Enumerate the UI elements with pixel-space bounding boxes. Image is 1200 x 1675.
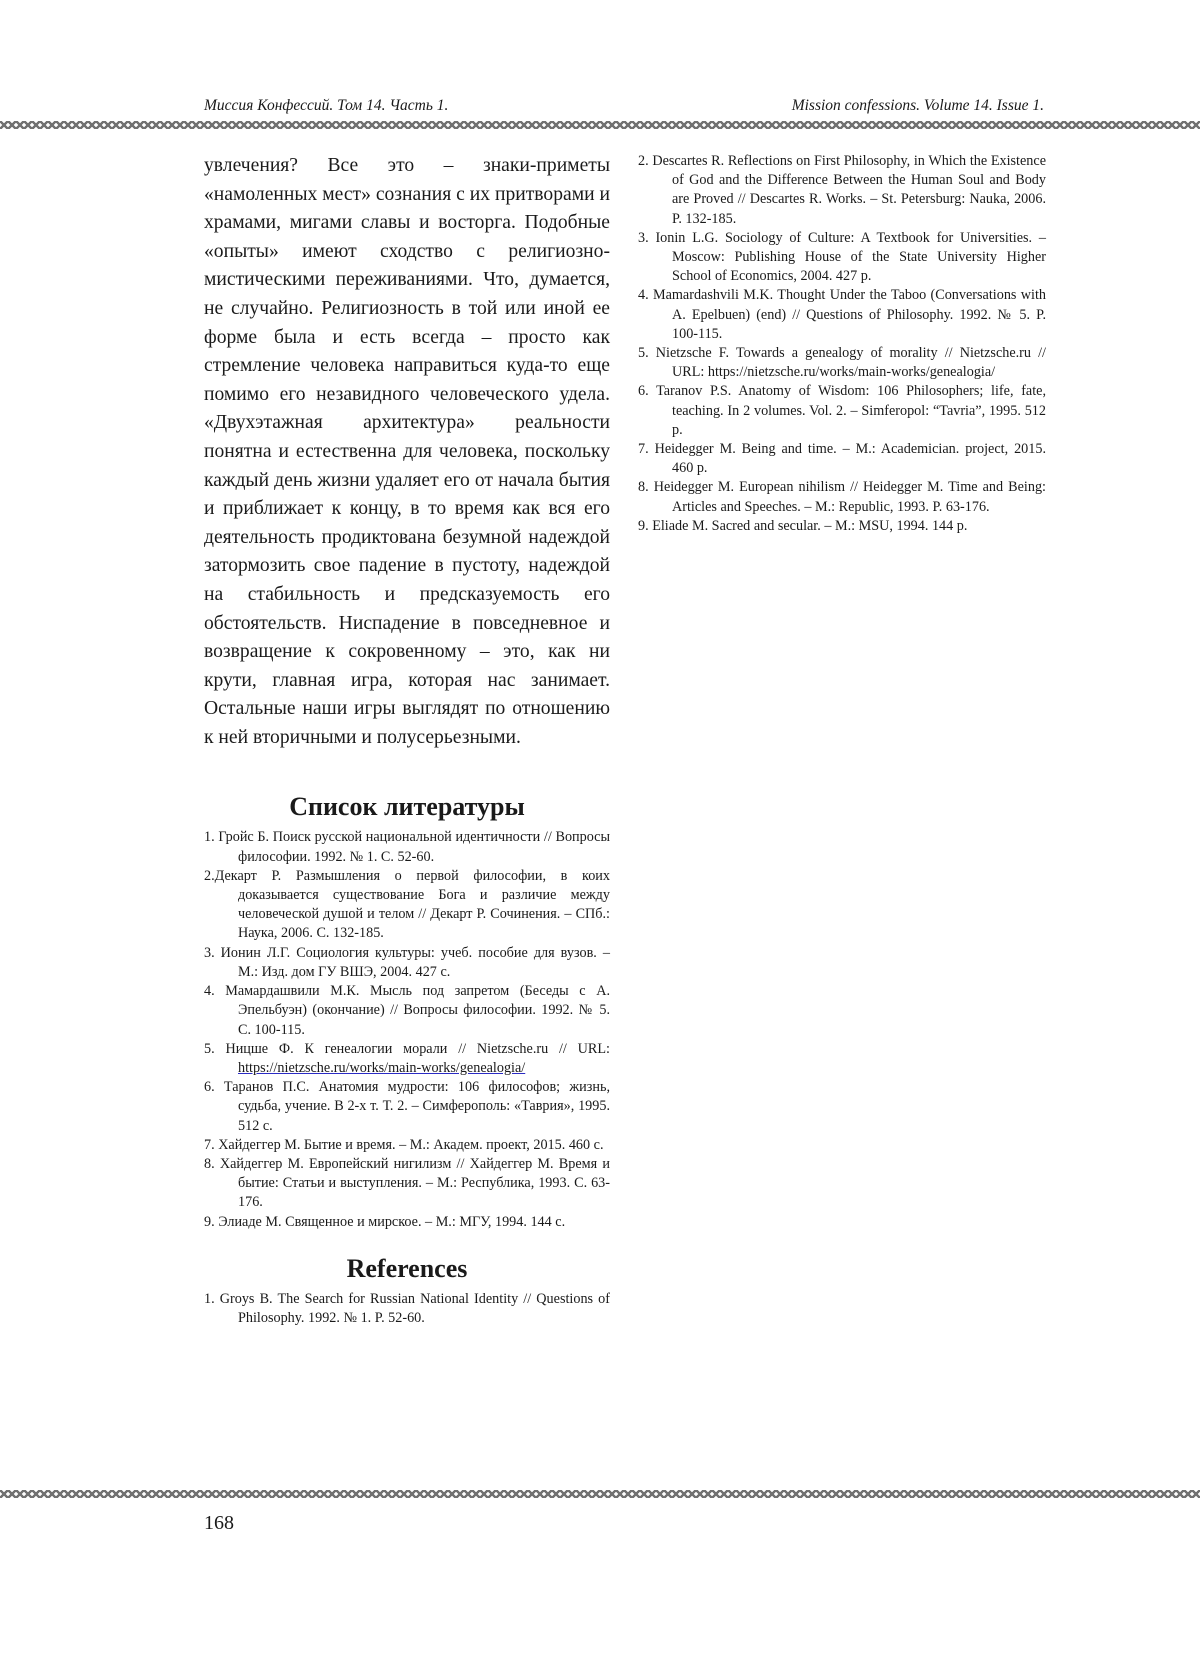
references-ru-list <box>204 828 610 1231</box>
left-column <box>204 152 610 1328</box>
reference-item: 1. Groys B. The Search for Russian National Identity // Questions of Philosophy. 1992. № 1. P. 52-60. <box>204 1290 610 1326</box>
references-en-list-right <box>638 152 1046 536</box>
reference-item: 4. Mamardashvili M.K. Thought Under the Taboo (Conversations with A. Epelbuen) (end) // Questions of Philosophy. 1992. № 5. P. 100-115. <box>638 287 1046 342</box>
page-number: 168 <box>204 1512 234 1534</box>
reference-item: 9. Элиаде М. Священное и мирское. – М.: МГУ, 1994. 144 с. <box>204 1213 566 1230</box>
reference-item: 3. Ionin L.G. Sociology of Culture: A Textbook for Universities. – Moscow: Publishing House of the State University Higher School of Economics, 2004. 427 p. <box>638 229 1046 285</box>
header-ornament-divider <box>0 121 1200 129</box>
right-column <box>638 152 1046 536</box>
reference-item <box>204 1040 610 1078</box>
reference-item: 8. Хайдеггер М. Европейский нигилизм // Хайдеггер М. Время и бытие: Статьи и выступления. – М.: Республика, 1993. С. 63-176. <box>204 1155 610 1211</box>
journal-title-en: Mission confessions. Volume 14. Issue 1. <box>791 97 1044 114</box>
nietzsche-link[interactable]: https://nietzsche.ru/works/main-works/genealogia/ <box>238 1059 526 1076</box>
reference-item: 5. Nietzsche F. Towards a genealogy of morality // Nietzsche.ru // URL: https://nietzsche.ru/works/main-works/genealogia/ <box>638 345 1046 381</box>
reference-item: 3. Ионин Л.Г. Социология культуры: учеб. пособие для вузов. – М.: Изд. дом ГУ ВШЭ, 2004. 427 с. <box>204 944 610 980</box>
body-paragraph: увлечения? Все это – знаки-приметы «намоленных мест» сознания с их притворами и храмами, мигами славы и восторга. Подобные «опыты» имеют сходство с религиозно-мистическими переживаниями. Что, думается, не случайно. Религиозность в той или иной ее форме была и есть всегда – просто как стремление человека направиться куда-то еще помимо его незавидного человеческого удела. «Двухэтажная архитектура» реальности понятна и естественна для человека, поскольку каждый день жизни удаляет его от начала бытия и приближает к концу, в то время как вся его деятельность продиктована безумной надеждой затормозить свое падение в пустоту, надеждой на стабильность и предсказуемость его обстоятельств. Ниспадение в повседневное и возвращение к сокровенному – это, как ни крути, главная игра, которая нас занимает. Остальные наши игры выглядят по отношению к ней вторичными и полусерьезными. <box>204 155 610 748</box>
references-en-heading: References <box>346 1253 468 1283</box>
reference-item: 9. Eliade M. Sacred and secular. – M.: MSU, 1994. 144 p. <box>638 517 968 534</box>
reference-text: 5. Ницше Ф. К генеалогии морали // Nietzsche.ru // URL: <box>204 1040 610 1057</box>
journal-title-ru: Миссия Конфессий. Том 14. Часть 1. <box>204 97 449 114</box>
reference-item: 2.Декарт Р. Размышления о первой философии, в коих доказывается существование Бога и различие между человеческой душой и телом // Декарт Р. Сочинения. – СПб.: Наука, 2006. С. 132-185. <box>204 867 610 942</box>
references-ru-heading: Список литературы <box>289 792 525 822</box>
reference-item: 1. Гройс Б. Поиск русской национальной идентичности // Вопросы философии. 1992. № 1. С. 52-60. <box>204 829 610 865</box>
reference-item: 4. Мамардашвили М.К. Мысль под запретом (Беседы с А. Эпельбуэн) (окончание) // Вопросы философии. 1992. № 5. С. 100-115. <box>204 983 610 1038</box>
reference-item: 8. Heidegger M. European nihilism // Heidegger M. Time and Being: Articles and Speeches. – M.: Republic, 1993. P. 63-176. <box>638 479 1046 515</box>
reference-item: 6. Таранов П.С. Анатомия мудрости: 106 философов; жизнь, судьба, учение. В 2-х т. Т. 2. – Симферополь: «Таврия», 1995. 512 с. <box>204 1079 610 1134</box>
references-en-list-left <box>204 1290 610 1328</box>
reference-item: 6. Taranov P.S. Anatomy of Wisdom: 106 Philosophers; life, fate, teaching. In 2 volumes. Vol. 2. – Simferopol: “Tavria”, 1995. 512 p. <box>638 383 1046 438</box>
reference-item: 7. Heidegger M. Being and time. – M.: Academician. project, 2015. 460 p. <box>638 441 1046 477</box>
reference-item: 7. Хайдеггер М. Бытие и время. – М.: Академ. проект, 2015. 460 с. <box>204 1136 604 1153</box>
reference-item: 2. Descartes R. Reflections on First Philosophy, in Which the Existence of God and the Difference Between the Human Soul and Body are Proved // Descartes R. Works. – St. Petersburg: Nauka, 2006. P. 132-185. <box>638 153 1046 227</box>
footer-ornament-divider <box>0 1490 1200 1498</box>
